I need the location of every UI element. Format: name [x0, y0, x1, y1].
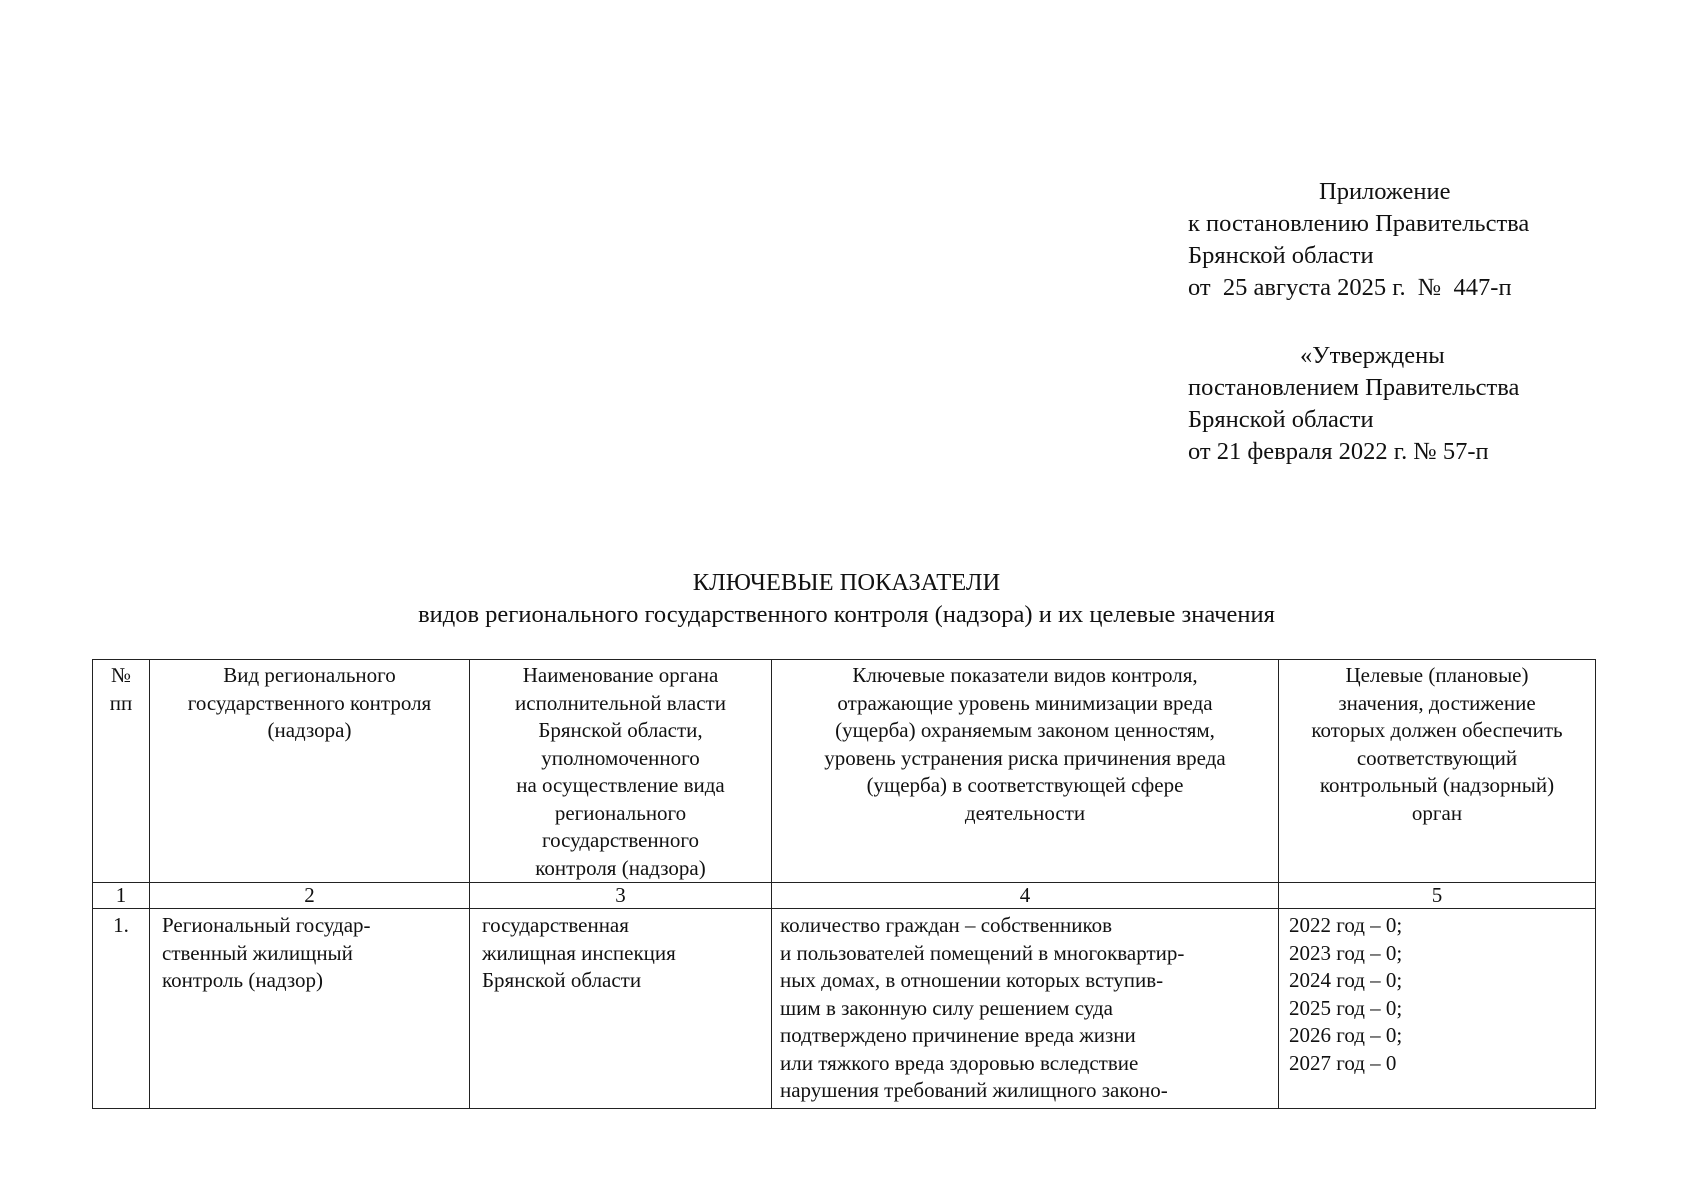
approved-line: «Утверждены — [1300, 342, 1445, 369]
header-cell-authority: Наименование органа исполнительной власти Брянской области, уполномоченного на осуществление вида регионального государственного контроля (надзора) — [470, 660, 772, 883]
column-number: 4 — [772, 883, 1279, 909]
column-number: 5 — [1279, 883, 1596, 909]
title-main: КЛЮЧЕВЫЕ ПОКАЗАТЕЛИ — [692, 569, 1001, 596]
title-sub: видов регионального государственного контроля (надзора) и их целевые значения — [418, 601, 1275, 628]
header-cell-indicators: Ключевые показатели видов контроля, отражающие уровень минимизации вреда (ущерба) охраняемым законом ценностям, уровень устранения риска причинения вреда (ущерба) в соответствующей сфере деятельности — [772, 660, 1279, 883]
control-type-cell: Региональный государ- ственный жилищный контроль (надзор) — [150, 909, 470, 1109]
approved-line: постановлением Правительства — [1188, 374, 1520, 401]
appendix-line: к постановлению Правительства — [1188, 210, 1530, 237]
column-number: 3 — [470, 883, 772, 909]
kpi-table — [92, 659, 1596, 1109]
appendix-line: Брянской области — [1188, 242, 1374, 269]
appendix-block — [1188, 176, 1668, 304]
approved-line: Брянской области — [1188, 406, 1374, 433]
header-cell-control-type: Вид регионального государственного контроля (надзора) — [150, 660, 470, 883]
appendix-line: Приложение — [1319, 178, 1451, 205]
indicator-cell: количество граждан – собственников и пользователей помещений в многоквартир- ных домах, в отношении которых вступив- шим в законную силу решением суда подтверждено причинение вреда жизни или тяжкого вреда здоровью вследствие нарушения требований жилищного законо- — [772, 909, 1279, 1109]
document-title — [0, 567, 1693, 631]
row-number: 1. — [93, 909, 150, 1109]
column-number-row — [93, 883, 1596, 909]
column-number: 1 — [93, 883, 150, 909]
targets-cell: 2022 год – 0; 2023 год – 0; 2024 год – 0; 2025 год – 0; 2026 год – 0; 2027 год – 0 — [1279, 909, 1596, 1109]
column-number: 2 — [150, 883, 470, 909]
header-cell-number: № пп — [93, 660, 150, 883]
header-cell-targets: Целевые (плановые) значения, достижение которых должен обеспечить соответствующий контрольный (надзорный) орган — [1279, 660, 1596, 883]
appendix-line: от 25 августа 2025 г. № 447-п — [1188, 274, 1512, 301]
table-header-row — [93, 660, 1596, 883]
approved-block — [1188, 340, 1668, 468]
authority-cell: государственная жилищная инспекция Брянской области — [470, 909, 772, 1109]
approved-line: от 21 февраля 2022 г. № 57-п — [1188, 438, 1489, 465]
table-row — [93, 909, 1596, 1109]
